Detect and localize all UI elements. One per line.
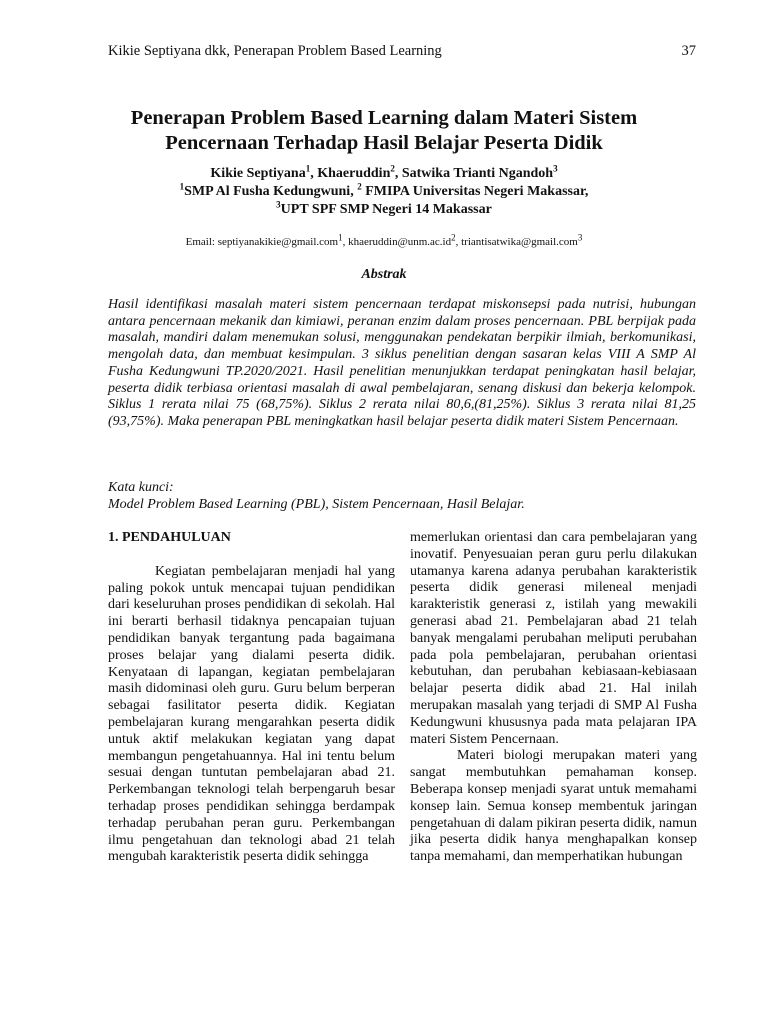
email-sup: 1 [338,232,343,243]
email-sup: 3 [577,232,583,243]
section-heading: 1. PENDAHULUAN [108,530,231,545]
affiliation: FMIPA Universitas Negeri Makassar, [361,184,589,199]
email-line [80,232,688,248]
affiliation-sup: 1 [179,181,185,192]
body-paragraph: Kegiatan pembelajaran menjadi hal yang paling pokok untuk mencapai tujuan pendidikan dari keseluruhan proses pendidikan di sekolah. Hal ini berarti berhasil tidaknya pencapaian tujuan pendidikan banyak tergantung pada bagaimana proses belajar yang dialami peserta didik. Kenyataan di lapangan, kegiatan pembelajaran masih didominasi oleh guru. Guru belum berperan sebagai fasilitator peserta didik. Kegiatan pembelajaran kurang mengarahkan peserta didik untuk aktif melakukan kegiatan yang dapat membangun pengetahuannya. Hal ini tentu belum sesuai dengan tuntutan pembelajaran abad 21. Perkembangan teknologi telah berpengaruh besar terhadap proses pendidikan sehingga berdampak terhadap perubahan peran guru. Perkembangan ilmu pengetahuan dan teknologi abad 21 telah mengubah karakteristik peserta didik sehingga [108,563,395,865]
abstract-heading: Abstrak [361,267,407,282]
email-address[interactable]: khaeruddin@unm.ac.id [348,236,452,248]
page-number: 37 [681,43,696,59]
author-block [80,165,688,219]
author-separator: , [394,166,402,181]
title-line-1: Penerapan Problem Based Learning dalam Materi Sistem [130,107,638,129]
keywords-text: Model Problem Based Learning (PBL), Sistem Pencernaan, Hasil Belajar. [108,496,525,512]
email-address[interactable]: septiyanakikie@gmail.com [217,236,339,248]
running-header [108,43,696,63]
email-separator: , [342,236,349,248]
author-name: Khaeruddin [317,166,391,181]
right-column [410,530,697,866]
body-paragraph: memerlukan orientasi dan cara pembelajaran yang inovatif. Penyesuaian peran guru perlu dilakukan utamanya karena adanya perubahan karakteristik peserta didik generasi mileneal menjadi karakteristik generasi z, istilah yang mewakili generasi abad 21. Pembelajaran abad 21 telah banyak mengalami perubahan meliputi perubahan pada pola pembelajaran, perubahan orientasi kebutuhan, dan perubahan kebiasaan-kebiasaan belajar peserta didik abad 21. Hal inilah merupakan masalah yang terjadi di SMP Al Fusha Kedungwuni khususnya pada mata pelajaran IPA materi Sistem Pencernaan. [410,530,697,747]
keywords-label: Kata kunci: [108,480,174,495]
affiliation: UPT SPF SMP Negeri 14 Makassar [280,202,492,217]
author-name: Satwika Trianti Ngandoh [401,166,554,181]
email-sup: 2 [451,232,456,243]
email-label: Email: [185,236,218,248]
affiliation-line-2 [80,201,688,219]
keywords-block [108,480,696,513]
title-line-2: Pencernaan Terhadap Hasil Belajar Peserta Didik [165,132,603,154]
author-sup: 2 [390,163,395,174]
author-sup: 3 [553,163,558,174]
email-separator: , [455,236,462,248]
author-list [80,165,688,183]
affiliation-sup: 2 [357,181,362,192]
affiliation-line-1 [80,183,688,201]
body-paragraph: Materi biologi merupakan materi yang sangat membutuhkan pemahaman konsep. Beberapa konsep menjadi syarat untuk memahami konsep lain. Semua konsep membentuk jaringan pengetahuan di dalam pikiran peserta didik, namun jika peserta didik hanya menghapalkan konsep tanpa memahami, dan memperhatikan hubungan [410,748,697,865]
affiliation: SMP Al Fusha Kedungwuni, [184,184,358,199]
author-sup: 1 [305,163,311,174]
abstract-body: Hasil identifikasi masalah materi sistem pencernaan terdapat miskonsepsi pada nutrisi, hubungan antara pencernaan mekanik dan kimiawi, peranan enzim dalam proses pencernaan. PBL berpijak pada masalah, mandiri dalam menemukan solusi, menggunakan pendekatan berpikir ilmiah, berkomunikasi, mengolah data, dan membuat kesimpulan. 3 siklus penelitian dengan sasaran kelas VIII A SMP Al Fusha Kedungwuni TP.2020/2021. Hasil penelitian menunjukkan terdapat peningkatan hasil belajar, peserta didik terbiasa orientasi masalah di awal pembelajaran, senang diskusi dan bekerja kelompok. Siklus 1 rerata nilai 75 (68,75%). Siklus 2 rerata nilai 80,6,(81,25%). Siklus 3 rerata nilai 81,25 (93,75%). Maka penerapan PBL meningkatkan hasil belajar peserta didik materi Sistem Pencernaan. [108,297,696,429]
paper-title [80,106,688,156]
running-title: Kikie Septiyana dkk, Penerapan Problem Based Learning [108,43,442,59]
affiliation-sup: 3 [276,199,281,210]
author-name: Kikie Septiyana [210,166,306,181]
left-column [108,530,395,866]
email-address[interactable]: triantisatwika@gmail.com [461,236,578,248]
author-separator: , [310,166,318,181]
